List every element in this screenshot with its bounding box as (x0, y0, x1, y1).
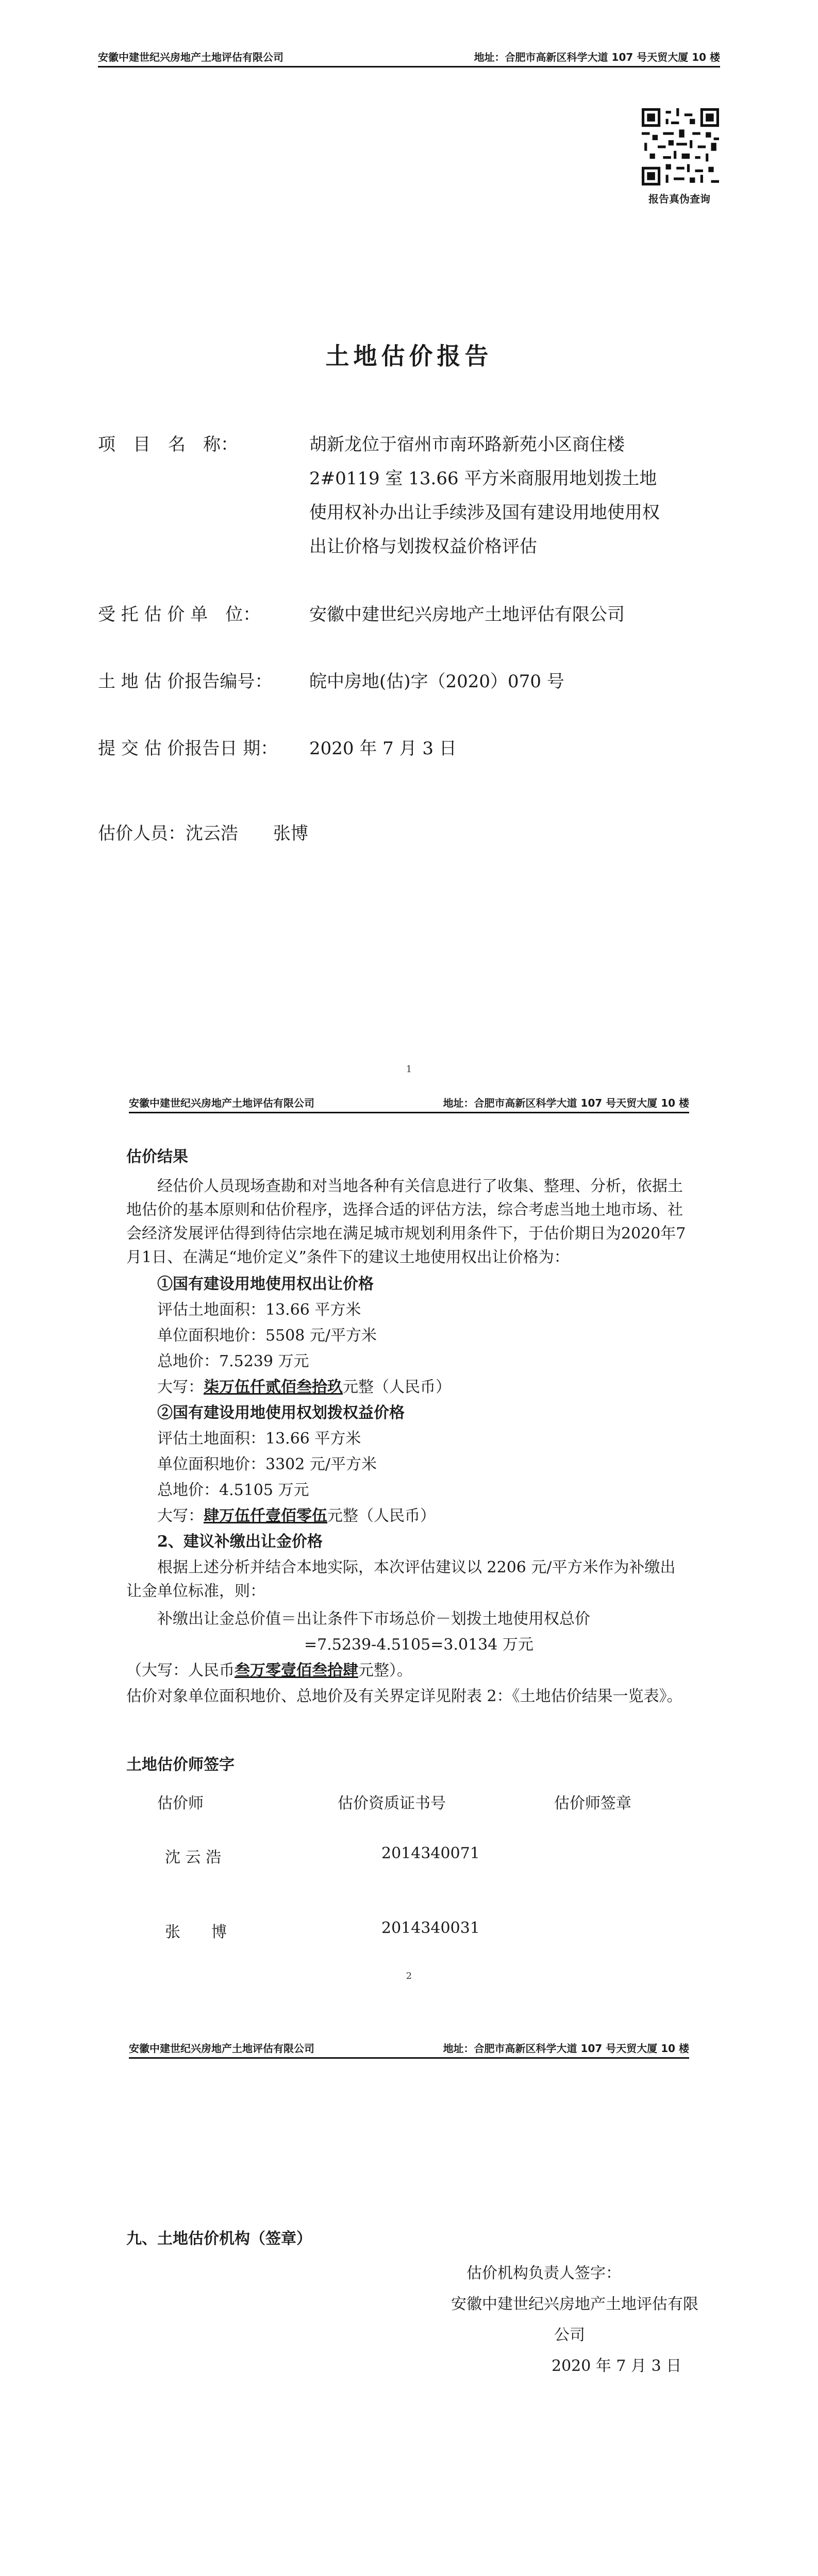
field-entrusted-unit (98, 598, 716, 632)
caps-prefix: 大写： (157, 1378, 204, 1396)
sign-title: 土地估价师签字 (126, 1756, 235, 1774)
part3-formula-1: 补缴出让金总价值＝出让条件下市场总价－划拨土地使用权总价 (157, 1610, 590, 1628)
field-project-name (98, 428, 716, 572)
header-company: 安徽中建世纪兴房地产土地评估有限公司 (98, 51, 283, 63)
sign-header-cert: 估价资质证书号 (338, 1794, 446, 1812)
page-2 (0, 1082, 818, 2107)
page-1 (0, 0, 818, 1082)
agency-line-1: 估价机构负责人签字： (466, 2264, 621, 2282)
caps-amount: 叁万零壹佰叁拾肆 (235, 1662, 358, 1680)
section-title: 九、土地估价机构（签章） (126, 2230, 312, 2248)
agency-line-3: 公司 (554, 2326, 585, 2344)
page-3 (0, 2107, 818, 2576)
caps-amount: 肆万伍仟壹佰零伍 (204, 1507, 327, 1525)
field-value: 2020 年 7 月 3 日 (309, 738, 457, 759)
part1-unit-price: 单位面积地价：5508 元/平方米 (157, 1327, 377, 1345)
page-footer (129, 2038, 689, 2059)
caps-suffix: 元整（人民币） (343, 1378, 451, 1396)
part2-capitalized (157, 1504, 436, 1528)
field-submit-date (98, 732, 716, 766)
caps-amount: 柒万伍仟贰佰叁拾玖 (204, 1378, 343, 1396)
sign-row-cert: 2014340031 (381, 1919, 480, 1937)
header-address: 地址：合肥市高新区科学大道 107 号天贸大厦 10 楼 (443, 1097, 689, 1109)
part1-area: 评估土地面积：13.66 平方米 (157, 1301, 361, 1319)
sign-row-cert: 2014340071 (381, 1844, 480, 1862)
sign-header-appraiser: 估价师 (157, 1794, 204, 1812)
appraisers: 估价人员：沈云浩 张博 (98, 823, 308, 844)
field-value: 胡新龙位于宿州市南环路新苑小区商住楼 2#0119 室 13.66 平方米商服用地划拨土地使用权补办出让手续涉及国有建设用地使用权出让价格与划拨权益价格评估 (309, 434, 660, 557)
part1-capitalized (157, 1376, 451, 1399)
field-value: 安徽中建世纪兴房地产土地评估有限公司 (309, 604, 625, 625)
section-title: 估价结果 (126, 1148, 188, 1166)
page-header (129, 1092, 689, 1113)
part1-total: 总地价：7.5239 万元 (157, 1352, 309, 1370)
intro-paragraph: 经估价人员现场查勘和对当地各种有关信息进行了收集、整理、分析，依据土地估价的基本原则和估价程序，选择合适的评估方法，综合考虑当地土地市场、社会经济发展评估得到待估宗地在满足城市规划利用条件下，于估价期日为2020年7月1日、在满足“地价定义”条件下的建议土地使用权出让价格为： (126, 1177, 686, 1266)
field-value: 皖中房地(估)字（2020）070 号 (309, 671, 564, 692)
part3-text: 根据上述分析并结合本地实际，本次评估建议以 2206 元/平方米作为补缴出让金单位标准，则： (126, 1558, 676, 1600)
report-title: 土地估价报告 (325, 342, 493, 370)
part2-title: ②国有建设用地使用权划拨权益价格 (157, 1404, 405, 1422)
part2-area: 评估土地面积：13.66 平方米 (157, 1430, 361, 1448)
qr-caption: 报告真伪查询 (648, 193, 710, 205)
field-label: 项 目 名 称： (98, 434, 238, 455)
page-header (98, 46, 720, 67)
page-number: 1 (406, 1064, 412, 1075)
part3-formula-2: =7.5239-4.5105=3.0134 万元 (304, 1636, 533, 1654)
caps-prefix: 大写： (157, 1507, 204, 1525)
sign-row-name: 张 博 (165, 1923, 227, 1941)
agency-date: 2020 年 7 月 3 日 (552, 2357, 682, 2375)
sign-header-seal: 估价师签章 (554, 1794, 631, 1812)
part2-total: 总地价：4.5105 万元 (157, 1481, 309, 1499)
footer-company: 安徽中建世纪兴房地产土地评估有限公司 (129, 2042, 314, 2055)
sign-row-name: 沈 云 浩 (165, 1849, 222, 1867)
page-number: 2 (406, 1971, 412, 1981)
caps-suffix: 元整（人民币） (327, 1507, 436, 1525)
part3-capitalized (126, 1659, 412, 1683)
qr-code-icon[interactable] (642, 108, 719, 185)
field-label: 提 交 估 价报告日 期： (98, 738, 278, 759)
part3-note: 估价对象单位面积地价、总地价及有关界定详见附表 2：《土地估价结果一览表》。 (126, 1687, 682, 1705)
part3-title: 2、建议补缴出让金价格 (157, 1533, 323, 1551)
field-label: 土 地 估 价报告编号： (98, 671, 273, 692)
header-company: 安徽中建世纪兴房地产土地评估有限公司 (129, 1097, 314, 1109)
field-label: 受 托 估 价 单 位： (98, 604, 261, 625)
agency-line-2: 安徽中建世纪兴房地产土地评估有限 (451, 2295, 698, 2313)
part2-unit-price: 单位面积地价：3302 元/平方米 (157, 1455, 377, 1473)
footer-address: 地址：合肥市高新区科学大道 107 号天贸大厦 10 楼 (443, 2042, 689, 2055)
header-address: 地址：合肥市高新区科学大道 107 号天贸大厦 10 楼 (474, 51, 720, 63)
caps-suffix: 元整）。 (358, 1662, 412, 1680)
caps-prefix: （大写：人民币 (126, 1662, 235, 1680)
part1-title: ①国有建设用地使用权出让价格 (157, 1275, 374, 1293)
field-report-number (98, 665, 716, 699)
